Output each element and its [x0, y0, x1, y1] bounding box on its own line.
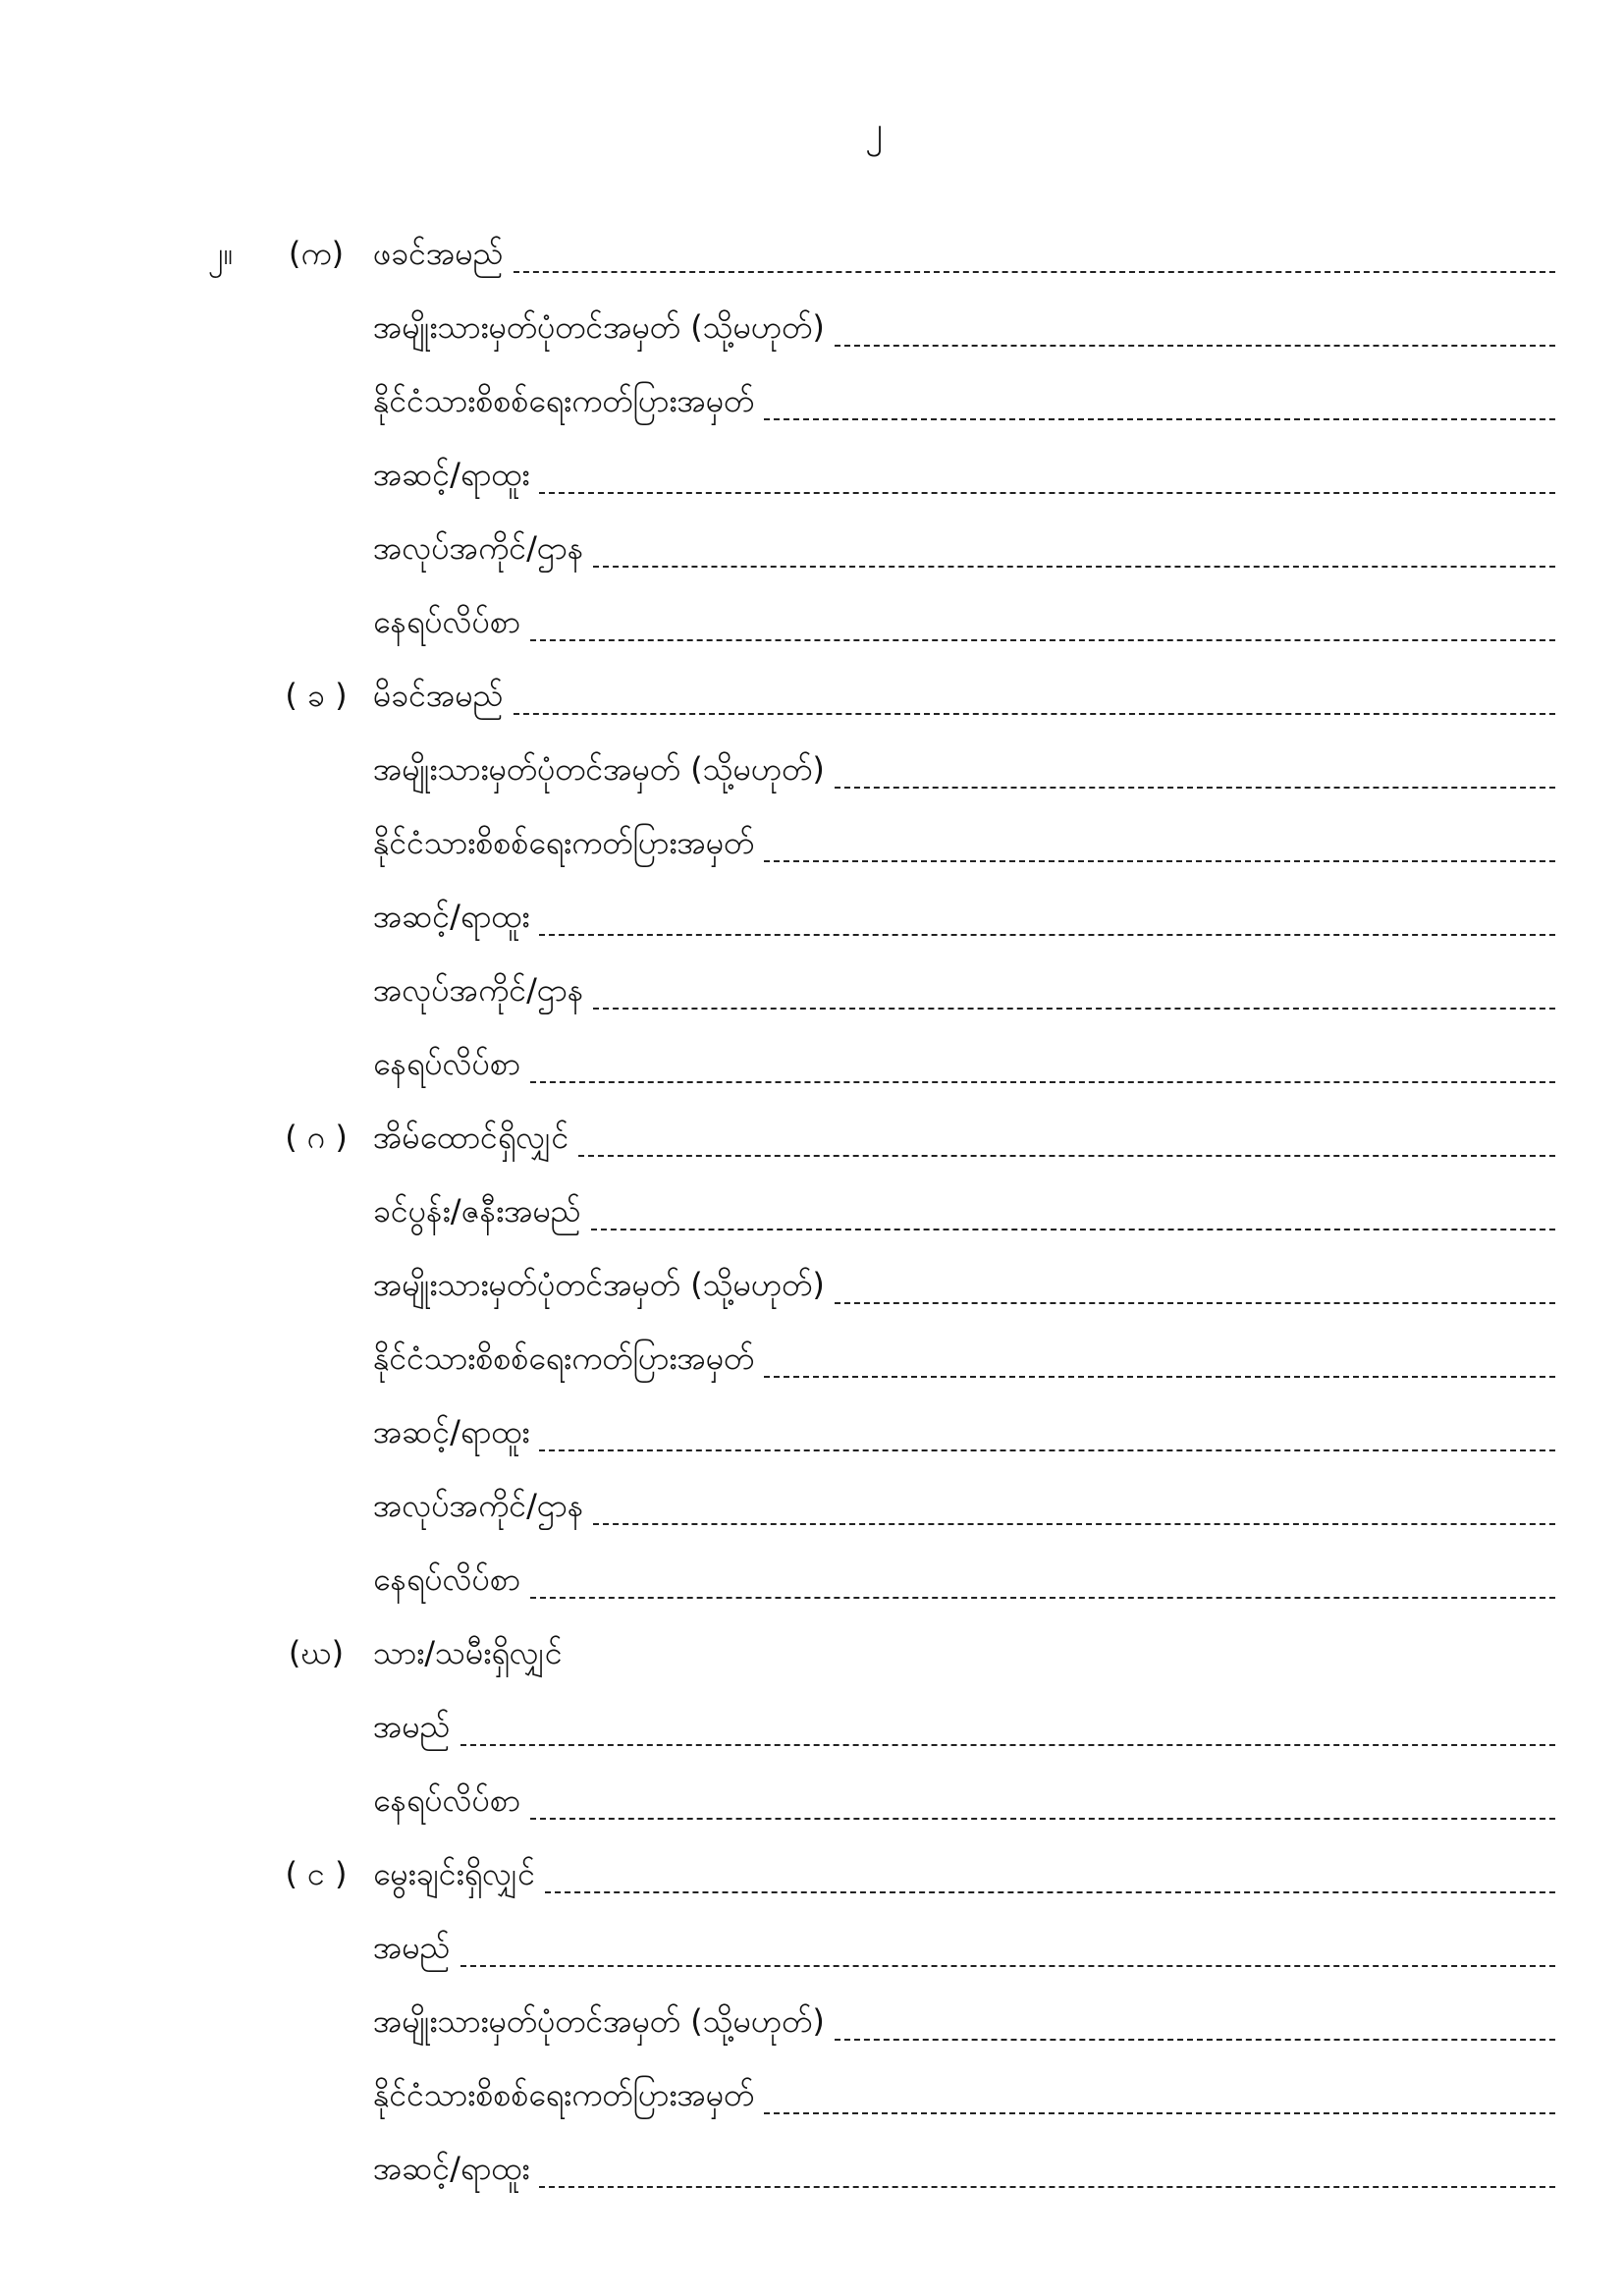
field-line: [373, 1044, 1555, 1083]
form-row: [0, 234, 1624, 307]
field-label: အမည်: [373, 1929, 451, 1966]
fill-in-blank[interactable]: [578, 1133, 1555, 1157]
field-label: နေရပ်လိပ်စာ: [373, 1781, 520, 1819]
fill-in-blank[interactable]: [835, 765, 1555, 789]
fill-in-blank[interactable]: [593, 544, 1555, 568]
field-label: နိုင်ငံသားစိစစ်ရေးကတ်ပြားအမှတ်: [373, 1339, 755, 1377]
field-label: နိုင်ငံသားစိစစ်ရေးကတ်ပြားအမှတ်: [373, 382, 755, 419]
field-line: [373, 823, 1555, 862]
field-line: [373, 455, 1555, 494]
field-line: [373, 1486, 1555, 1525]
field-line: [373, 1707, 1555, 1746]
field-label: ဖခင်အမည်: [373, 235, 504, 272]
field-line: [373, 749, 1555, 789]
form-row: [0, 2075, 1624, 2149]
field-line: [373, 1633, 1555, 1672]
form-row: [0, 1191, 1624, 1265]
field-label: မိခင်အမည်: [373, 677, 504, 714]
subsection-label: ( ဂ ): [285, 1119, 348, 1156]
field-label: အဆင့်/ရာထူး: [373, 898, 530, 935]
fill-in-blank[interactable]: [764, 1354, 1555, 1378]
fill-in-blank[interactable]: [545, 1870, 1555, 1893]
field-label: အိမ်ထောင်ရှိလျှင်: [373, 1119, 569, 1156]
field-label: အမျိုးသားမှတ်ပုံတင်အမှတ် (သို့မဟုတ်): [373, 1266, 825, 1303]
form-row: [0, 1854, 1624, 1928]
field-line: [373, 1265, 1555, 1304]
fill-in-blank[interactable]: [764, 397, 1555, 420]
section-number: ၂။: [208, 235, 234, 272]
field-line: [373, 2001, 1555, 2041]
field-label: အဆင့်/ရာထူး: [373, 1413, 530, 1450]
subsection-label: ( ခ ): [285, 677, 348, 714]
subsection-label: ( င ): [285, 1855, 348, 1892]
field-label: နေရပ်လိပ်စာ: [373, 603, 520, 640]
form-row: [0, 970, 1624, 1044]
field-label: အလုပ်အကိုင်/ဌာန: [373, 529, 584, 567]
fill-in-blank[interactable]: [530, 618, 1555, 641]
field-line: [373, 2149, 1555, 2188]
fill-in-blank[interactable]: [539, 1428, 1555, 1451]
field-label: အလုပ်အကိုင်/ဌာန: [373, 1487, 584, 1524]
fill-in-blank[interactable]: [764, 2091, 1555, 2114]
field-label: နေရပ်လိပ်စာ: [373, 1560, 520, 1598]
form-body: [0, 234, 1624, 2222]
form-row: [0, 1559, 1624, 1633]
form-row: [0, 897, 1624, 970]
fill-in-blank[interactable]: [539, 2164, 1555, 2188]
fill-in-blank[interactable]: [539, 912, 1555, 936]
field-line: [373, 2075, 1555, 2114]
form-row: [0, 2149, 1624, 2222]
field-line: [373, 897, 1555, 936]
field-line: [373, 1928, 1555, 1967]
fill-in-blank[interactable]: [530, 1796, 1555, 1820]
field-label: နိုင်ငံသားစိစစ်ရေးကတ်ပြားအမှတ်: [373, 2076, 755, 2113]
field-line: [373, 381, 1555, 420]
fill-in-blank[interactable]: [530, 1060, 1555, 1083]
field-label: အမည်: [373, 1708, 451, 1745]
form-row: [0, 2001, 1624, 2075]
form-row: [0, 823, 1624, 897]
field-label: နေရပ်လိပ်စာ: [373, 1045, 520, 1082]
field-line: [373, 1780, 1555, 1820]
form-row: [0, 1044, 1624, 1118]
form-row: [0, 307, 1624, 381]
form-row: [0, 1928, 1624, 2001]
fill-in-blank[interactable]: [593, 1502, 1555, 1525]
fill-in-blank[interactable]: [835, 1281, 1555, 1304]
field-label: မွေးချင်းရှိလျှင်: [373, 1855, 536, 1892]
form-row: [0, 1339, 1624, 1412]
page-number: ၂: [865, 110, 883, 150]
field-label: သား/သမီးရှိလျှင်: [373, 1634, 563, 1671]
form-row: [0, 455, 1624, 528]
form-row: [0, 676, 1624, 749]
form-row: [0, 1633, 1624, 1707]
field-label: အလုပ်အကိုင်/ဌာန: [373, 971, 584, 1009]
fill-in-blank[interactable]: [514, 691, 1555, 715]
fill-in-blank[interactable]: [764, 839, 1555, 862]
field-line: [373, 676, 1555, 715]
field-line: [373, 1854, 1555, 1893]
fill-in-blank[interactable]: [460, 1943, 1555, 1967]
form-row: [0, 1486, 1624, 1559]
field-line: [373, 1339, 1555, 1378]
field-label: အမျိုးသားမှတ်ပုံတင်အမှတ် (သို့မဟုတ်): [373, 308, 825, 346]
fill-in-blank[interactable]: [460, 1722, 1555, 1746]
field-line: [373, 970, 1555, 1010]
fill-in-blank[interactable]: [835, 2017, 1555, 2041]
field-line: [373, 528, 1555, 568]
field-label: နိုင်ငံသားစိစစ်ရေးကတ်ပြားအမှတ်: [373, 824, 755, 861]
fill-in-blank[interactable]: [593, 986, 1555, 1010]
form-row: [0, 1707, 1624, 1780]
subsection-label: (က): [288, 235, 345, 272]
field-line: [373, 602, 1555, 641]
field-line: [373, 1412, 1555, 1451]
field-label: ခင်ပွန်း/ဇနီးအမည်: [373, 1192, 581, 1230]
form-row: [0, 381, 1624, 455]
form-row: [0, 602, 1624, 676]
form-row: [0, 1412, 1624, 1486]
fill-in-blank[interactable]: [514, 249, 1555, 273]
field-label: အမျိုးသားမှတ်ပုံတင်အမှတ် (သို့မဟုတ်): [373, 2002, 825, 2040]
field-line: [373, 307, 1555, 347]
form-row: [0, 528, 1624, 602]
fill-in-blank[interactable]: [835, 323, 1555, 347]
field-label: အဆင့်/ရာထူး: [373, 2150, 530, 2187]
form-row: [0, 1265, 1624, 1339]
field-label: အဆင့်/ရာထူး: [373, 456, 530, 493]
field-line: [373, 1191, 1555, 1230]
field-line: [373, 1118, 1555, 1157]
subsection-label: (ဃ): [288, 1634, 345, 1671]
form-row: [0, 749, 1624, 823]
field-line: [373, 1559, 1555, 1599]
field-label: အမျိုးသားမှတ်ပုံတင်အမှတ် (သို့မဟုတ်): [373, 750, 825, 788]
fill-in-blank[interactable]: [591, 1207, 1555, 1230]
field-line: [373, 234, 1555, 273]
form-row: [0, 1780, 1624, 1854]
form-row: [0, 1118, 1624, 1191]
fill-in-blank[interactable]: [539, 470, 1555, 494]
fill-in-blank[interactable]: [530, 1575, 1555, 1599]
